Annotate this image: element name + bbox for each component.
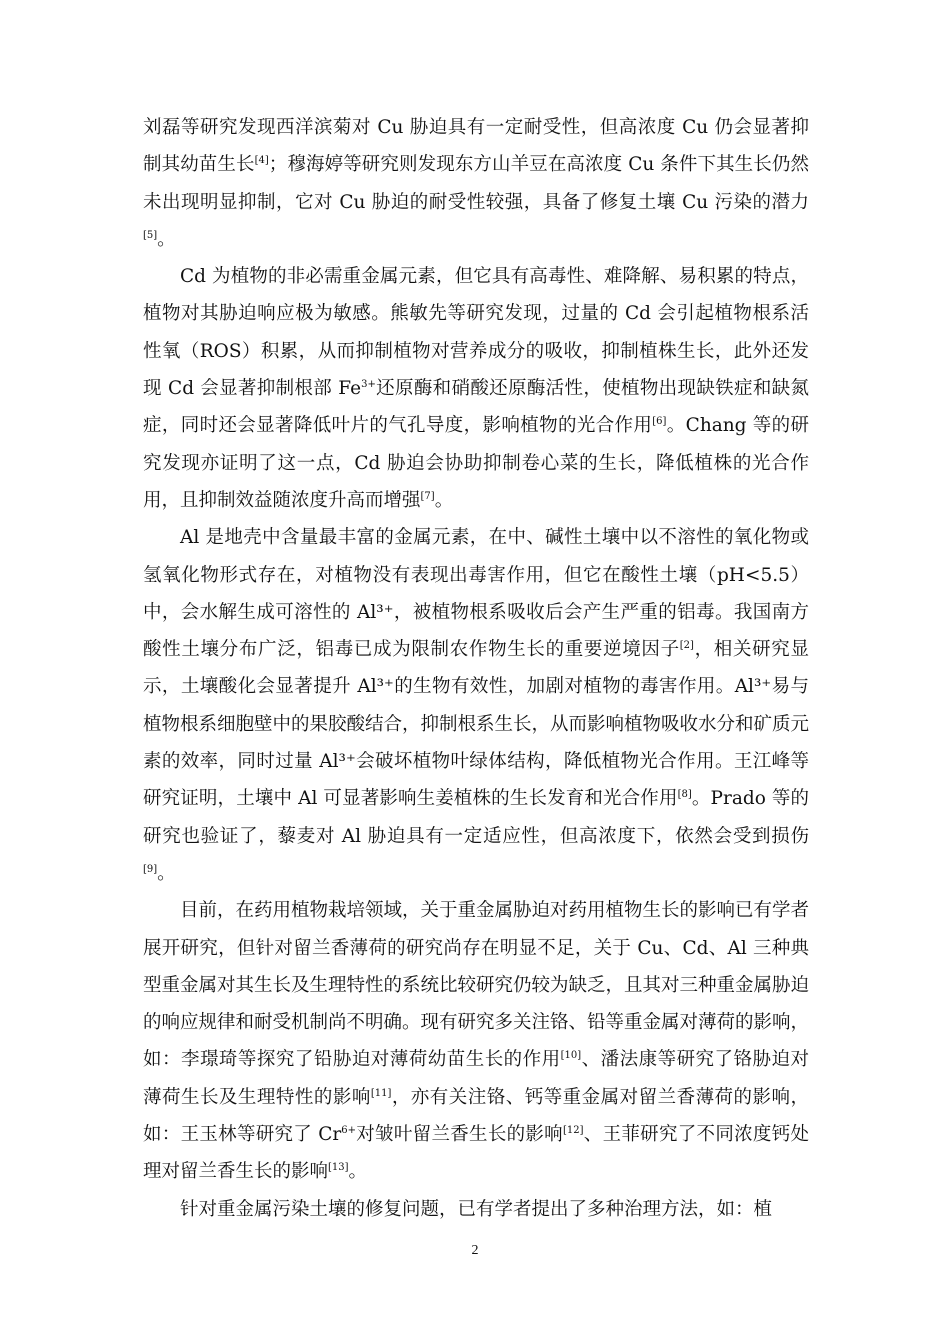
text-run: ；穆海婷等研究则发现东方山羊豆在高浓度 Cu 条件下其生长仍然未出现明显抑制，它对 Cu 胁迫的耐受性较强，具备了修复土壤 Cu 污染的潜力 xyxy=(143,154,809,213)
citation-superscript: [12] xyxy=(562,1125,584,1137)
text-run: 、潘法康等研究了铬胁迫对薄荷生长及生理特性的影响 xyxy=(143,1049,809,1108)
text-run: 。Prado 等的研究也验证了，藜麦对 Al 胁迫具有一定适应性，但高浓度下，依然会受到损伤 xyxy=(143,788,809,847)
citation-superscript: [11] xyxy=(370,1087,392,1099)
paragraph xyxy=(143,1191,809,1228)
text-run: Al 是地壳中含量最丰富的金属元素，在中、碱性土壤中以不溶性的氧化物或氢氧化物形式存在，对植物没有表现出毒害作用，但它在酸性土壤（pH<5.5）中，会水解生成可溶性的 Al³⁺，被植物根系吸收后会产生严重的铝毒。我国南方酸性土壤分布广泛，铝毒已成为限制农作物生长的重要逆境因子 xyxy=(143,527,809,661)
page-number: 2 xyxy=(471,1243,479,1258)
citation-superscript: 6+ xyxy=(341,1125,357,1137)
paragraph xyxy=(143,258,809,519)
citation-superscript: [5] xyxy=(143,229,158,241)
citation-superscript: [4] xyxy=(254,155,269,167)
text-run: 。 xyxy=(157,862,176,884)
citation-superscript: 3+ xyxy=(361,379,376,391)
text-run: Cd 为植物的非必需重金属元素，但它具有高毒性、难降解、易积累的特点，植物对其胁迫响应极为敏感。熊敏先等研究发现，过量的 Cd 会引起植物根系活性氧（ROS）积累，从而抑制植物对营养成分的吸收，抑制植株生长，此外还发现 Cd 会显著抑制根部 Fe xyxy=(143,266,809,400)
text-run: 。Chang 等的研究发现亦证明了这一点，Cd 胁迫会协助抑制卷心菜的生长，降低植株的光合作用，且抑制效益随浓度升高而增强 xyxy=(143,415,809,511)
citation-superscript: [8] xyxy=(677,789,692,801)
citation-superscript: [9] xyxy=(143,863,158,875)
text-run: ，亦有关注铬、钙等重金属对留兰香薄荷的影响，如：王玉林等研究了 Cr xyxy=(143,1086,809,1146)
text-run: 目前，在药用植物栽培领域，关于重金属胁迫对药用植物生长的影响已有学者展开研究，但针对留兰香薄荷的研究尚存在明显不足，关于 Cu、Cd、Al 三种典型重金属对其生长及生理特性的系统比较研究仍较为缺乏，且其对三种重金属胁迫的响应规律和耐受机制尚不明确。现有研究多关注铬、铅等重金属对薄荷的影响，如：李璟琦等探究了铅胁迫对薄荷幼苗生长的作用 xyxy=(143,900,810,1071)
text-run: 对皱叶留兰香生长的影响 xyxy=(356,1124,563,1146)
text-run: ，相关研究显示，土壤酸化会显著提升 Al³⁺的生物有效性，加剧对植物的毒害作用。Al³⁺易与植物根系细胞壁中的果胶酸结合，抑制根系生长，从而影响植物吸收水分和矿质元素的效率，同时过量 Al³⁺会破坏植物叶绿体结构，降低植物光合作用。王江峰等研究证明，土壤中 Al 可显著影响生姜植株的生长发育和光合作用 xyxy=(143,639,810,810)
text-run: 刘磊等研究发现西洋滨菊对 Cu 胁迫具有一定耐受性，但高浓度 Cu 仍会显著抑制其幼苗生长 xyxy=(143,117,809,176)
citation-superscript: [2] xyxy=(679,640,694,652)
paragraph xyxy=(143,109,809,258)
citation-superscript: [6] xyxy=(652,416,667,428)
text-run: 针对重金属污染土壤的修复问题，已有学者提出了多种治理方法，如：植 xyxy=(180,1198,773,1220)
citation-superscript: [10] xyxy=(560,1050,582,1062)
citation-superscript: [13] xyxy=(328,1162,349,1174)
text-run: 。 xyxy=(157,228,176,250)
body-text xyxy=(143,109,809,1228)
paragraph xyxy=(143,519,809,892)
text-run: 。 xyxy=(348,1161,368,1183)
text-run: 还原酶和硝酸还原酶活性，使植物出现缺铁症和缺氮症，同时还会显著降低叶片的气孔导度，影响植物的光合作用 xyxy=(143,378,809,437)
text-run: 、王菲研究了不同浓度钙处理对留兰香生长的影响 xyxy=(143,1124,809,1183)
citation-superscript: [7] xyxy=(420,490,435,502)
paragraph xyxy=(143,892,809,1190)
text-run: 。 xyxy=(434,489,454,511)
